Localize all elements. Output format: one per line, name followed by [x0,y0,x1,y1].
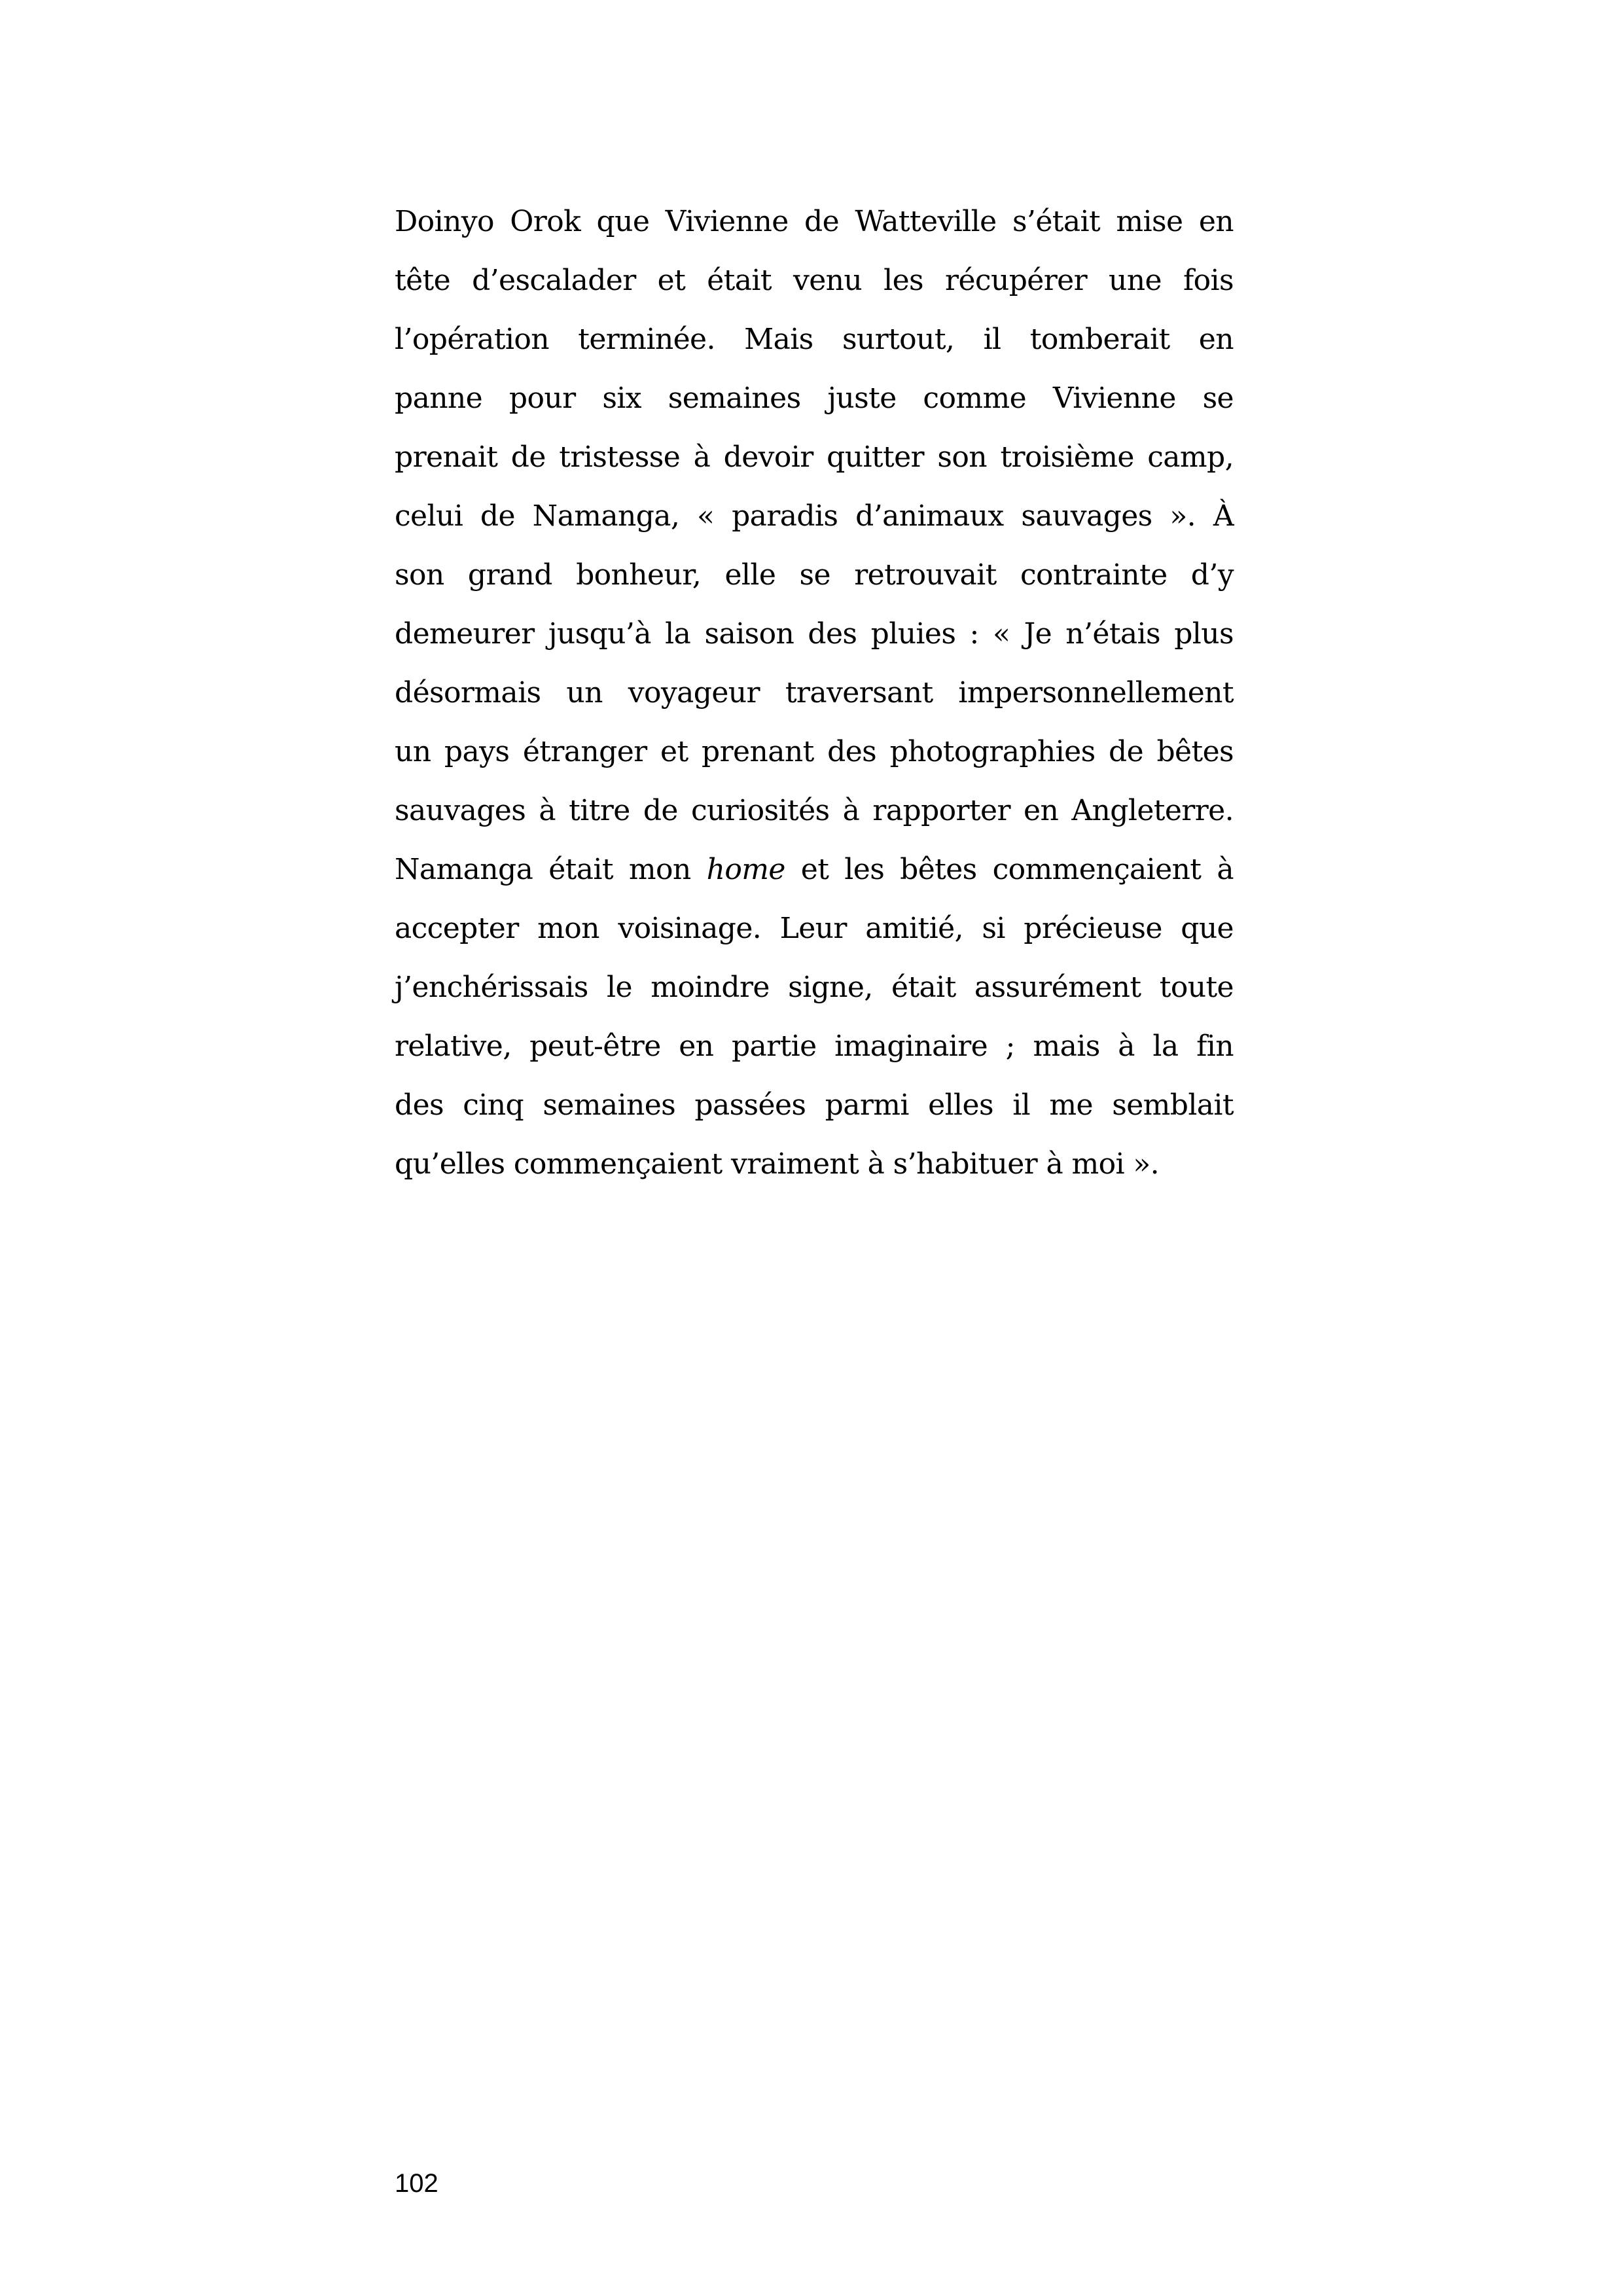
text-line: tête d’escalader et était venu les récupérer une fois [395,264,1234,297]
text-line: panne pour six semaines juste comme Vivienne se [395,382,1234,415]
text-line: des cinq semaines passées parmi elles il me semblait [395,1088,1234,1122]
text-line: qu’elles commençaient vraiment à s’habituer à moi ». [395,1147,1160,1181]
text-line: son grand bonheur, elle se retrouvait contrainte d’y [395,558,1234,592]
text-segment: Namanga était mon [395,853,707,886]
text-line: l’opération terminée. Mais surtout, il tomberait en [395,323,1234,356]
text-line: désormais un voyageur traversant impersonnellement [395,676,1234,709]
text-line: un pays étranger et prenant des photographies de bêtes [395,735,1234,768]
text-line: sauvages à titre de curiosités à rapporter en Angleterre. [395,794,1234,827]
text-line: celui de Namanga, « paradis d’animaux sauvages ». À [395,499,1234,533]
body-paragraph [395,192,1234,1194]
text-line: relative, peut-être en partie imaginaire ; mais à la fin [395,1030,1234,1063]
text-line: Doinyo Orok que Vivienne de Watteville s’était mise en [395,205,1234,238]
text-line [395,840,1234,899]
text-segment: et les bêtes commençaient à [785,853,1234,886]
text-line: j’enchérissais le moindre signe, était assurément toute [395,971,1234,1004]
italic-word: home [706,853,785,886]
text-line: prenait de tristesse à devoir quitter son troisième camp, [395,440,1234,474]
text-line: accepter mon voisinage. Leur amitié, si précieuse que [395,912,1234,945]
text-line: demeurer jusqu’à la saison des pluies : « Je n’étais plus [395,617,1234,651]
page-number: 102 [395,2169,438,2198]
